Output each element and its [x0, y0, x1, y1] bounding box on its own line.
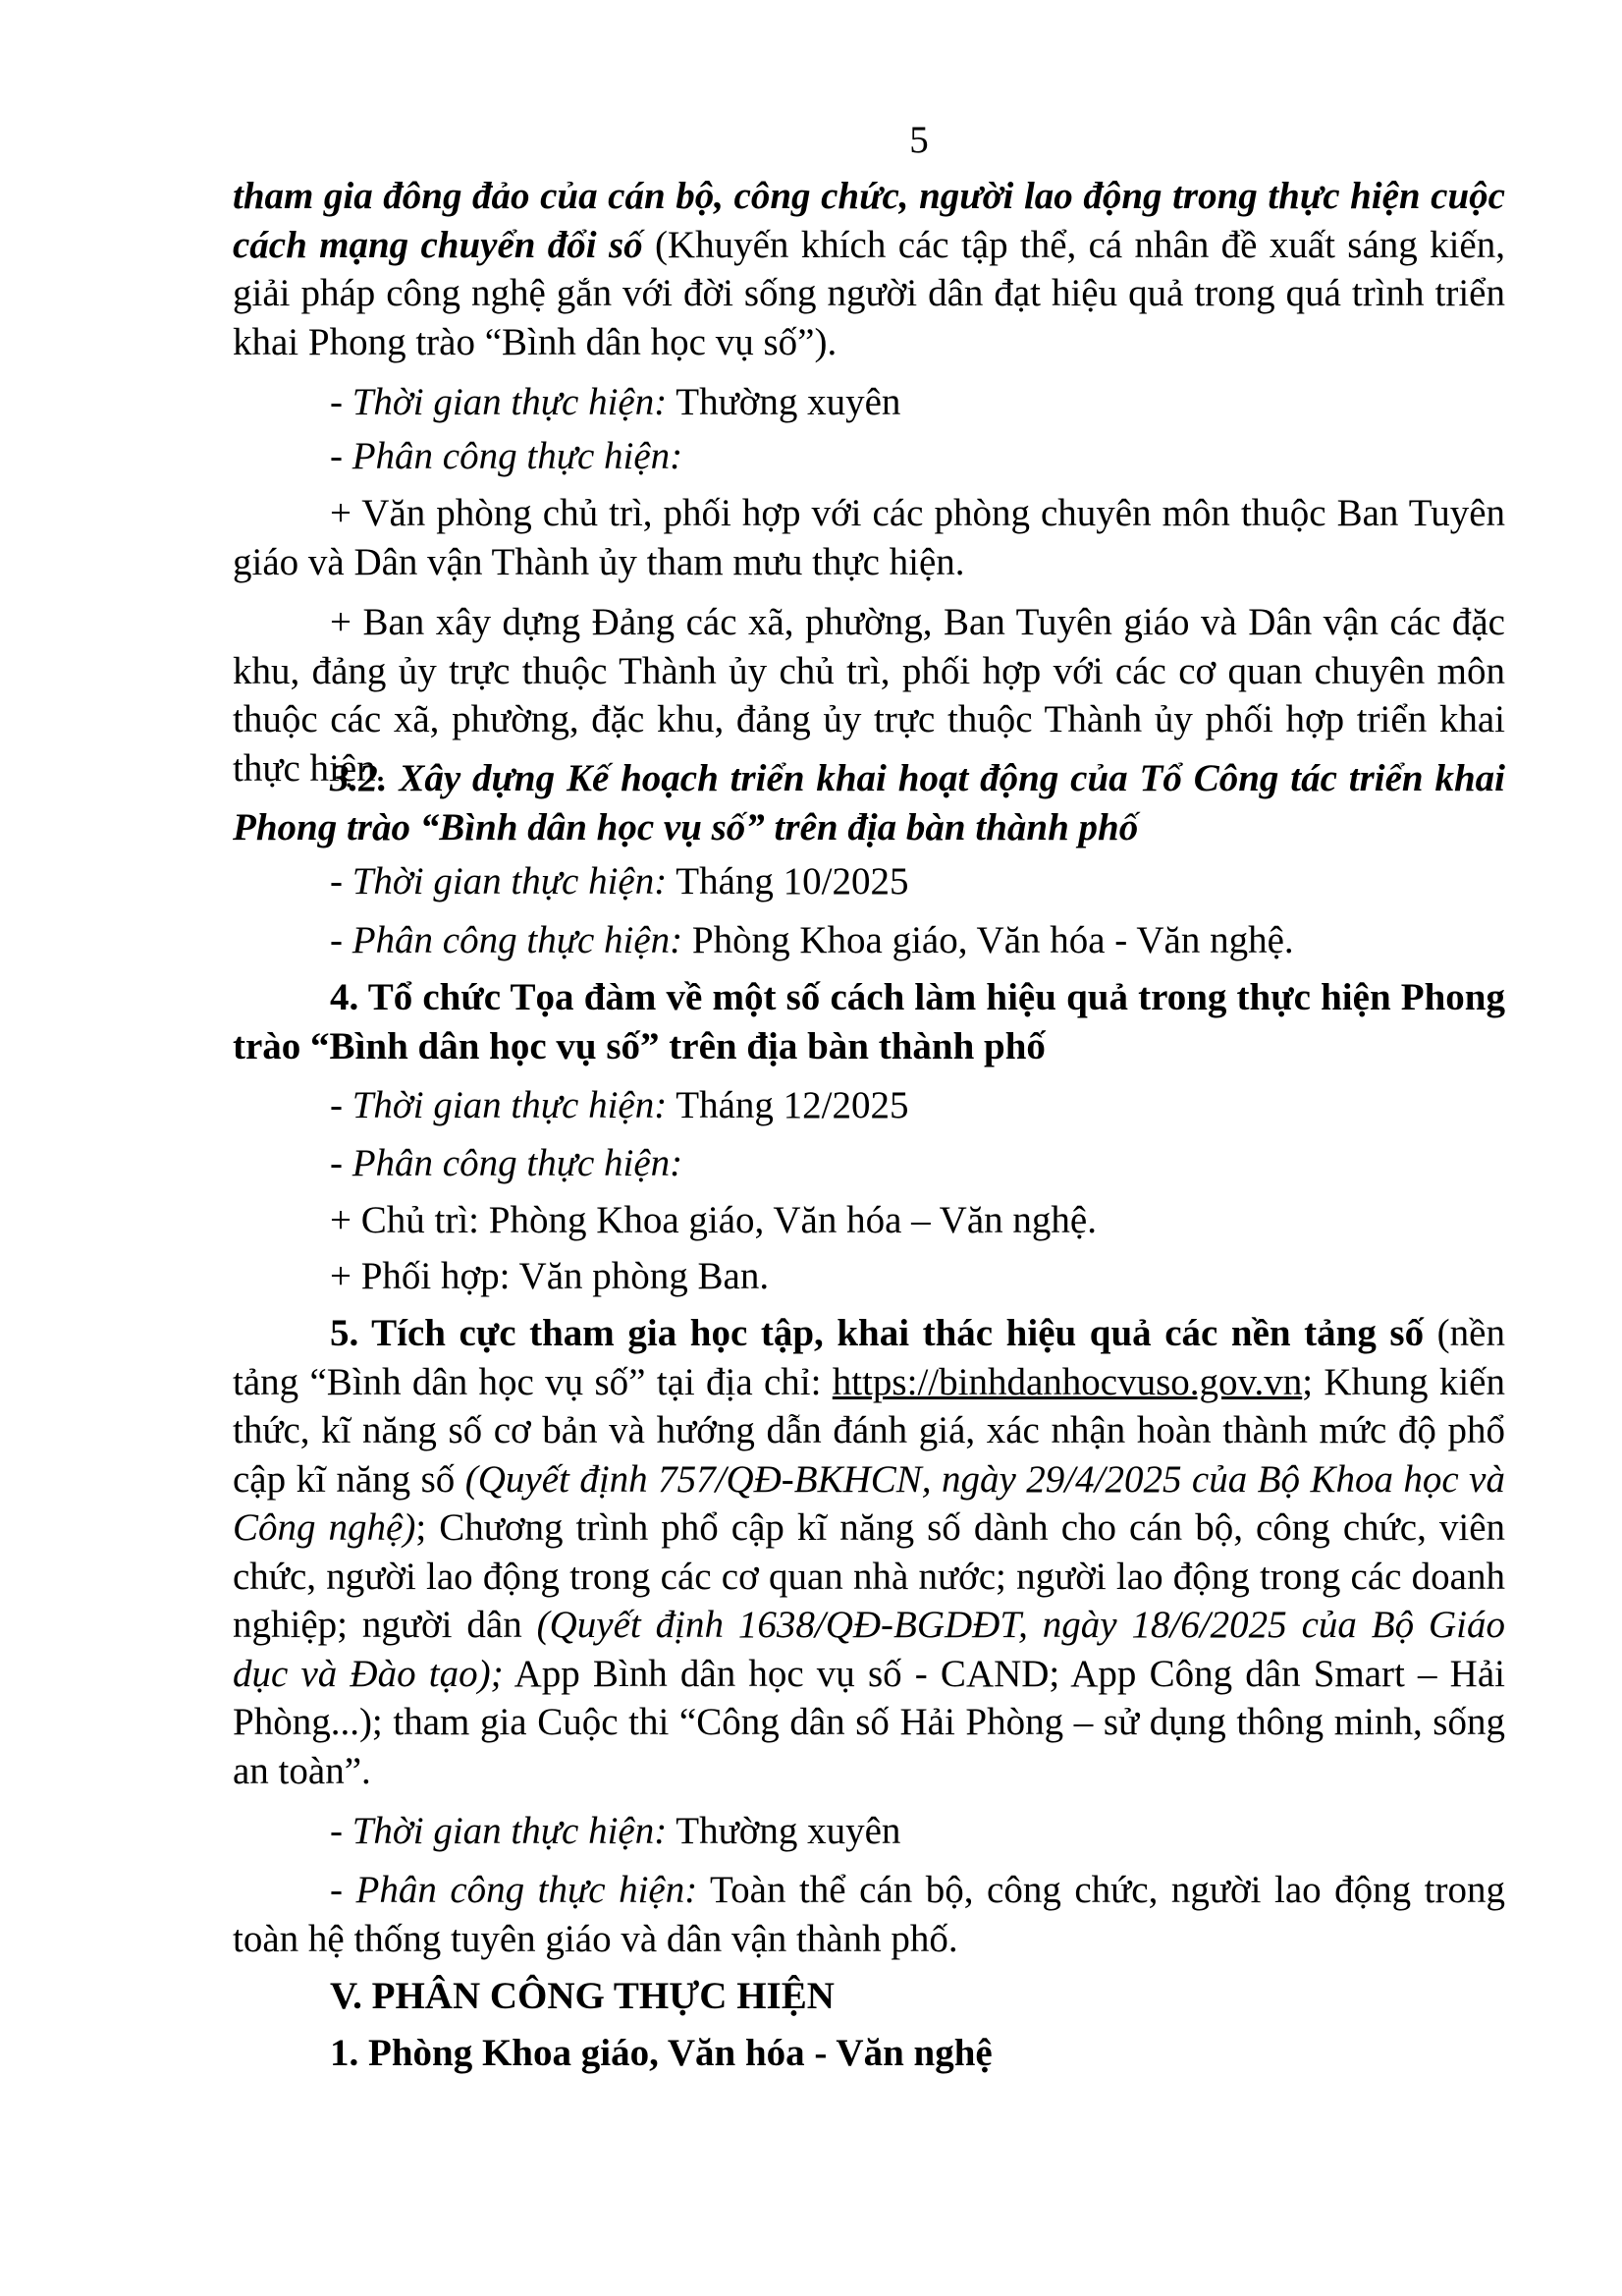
time-line [233, 857, 1505, 906]
paragraph-continuation [233, 172, 1505, 366]
assignment-line [233, 1866, 1505, 1963]
chapter-heading-text: V. PHÂN CÔNG THỰC HIỆN [330, 1975, 835, 2017]
assignment-line [233, 432, 1505, 481]
assignment-label: - Phân công thực hiện: [330, 1142, 683, 1184]
time-line [233, 378, 1505, 427]
page-number: 5 [909, 119, 929, 161]
section-paragraph-5 [233, 1309, 1505, 1795]
assignment-item [233, 1196, 1505, 1245]
emphasis-text: tham gia đông đảo của cán bộ, công chức, người lao động trong thực hiện cuộc cách mạng chuyển đổi số [233, 175, 1505, 266]
citation-text: (Quyết định 1638/QĐ-BGDĐT, ngày 18/6/2025 của Bộ Giáo dục và Đào tạo); [233, 1604, 1506, 1695]
time-value: Thường xuyên [667, 1810, 901, 1852]
assignment-item-text: + Phối hợp: Văn phòng Ban. [330, 1255, 770, 1297]
time-label: - Thời gian thực hiện: [330, 1810, 668, 1852]
time-label: - Thời gian thực hiện: [330, 381, 668, 423]
chapter-heading-v [233, 1972, 1505, 2021]
section-heading-text: 4. Tổ chức Tọa đàm về một số cách làm hiệu quả trong thực hiện Phong trào “Bình dân học vụ số” trên địa bàn thành phố [233, 976, 1505, 1067]
time-label: - Thời gian thực hiện: [330, 860, 668, 902]
assignment-item-text: + Chủ trì: Phòng Khoa giáo, Văn hóa – Văn nghệ. [330, 1199, 1097, 1241]
time-label: - Thời gian thực hiện: [330, 1084, 668, 1126]
time-line [233, 1807, 1505, 1856]
time-value: Tháng 12/2025 [667, 1084, 909, 1126]
body-text: ; Khung kiến thức, kĩ năng số cơ bản và hướng dẫn đánh giá, xác nhận hoàn thành mức độ phổ cập kĩ năng số [233, 1360, 1505, 1501]
section-heading-text: 3.2. Xây dựng Kế hoạch triển khai hoạt động của Tổ Công tác triển khai Phong trào “Bình dân học vụ số” trên địa bàn thành phố [233, 757, 1505, 848]
body-text: (Khuyến khích các tập thể, cá nhân đề xuất sáng kiến, giải pháp công nghệ gắn với đời sống người dân đạt hiệu quả trong quá trình triển khai Phong trào “Bình dân học vụ số”). [233, 223, 1505, 363]
assignment-label: - Phân công thực hiện: [330, 919, 683, 961]
assignment-value: Phòng Khoa giáo, Văn hóa - Văn nghệ. [682, 919, 1294, 961]
assignment-item [233, 489, 1505, 586]
body-text: (nền tảng “Bình dân học vụ số” tại địa chỉ: [233, 1312, 1505, 1403]
assignment-line [233, 916, 1505, 965]
assignment-value: Toàn thể cán bộ, công chức, người lao động trong toàn hệ thống tuyên giáo và dân vận thành phố. [233, 1869, 1505, 1960]
assignment-item-text: + Ban xây dựng Đảng các xã, phường, Ban Tuyên giáo và Dân vận các đặc khu, đảng ủy trực thuộc Thành ủy chủ trì, phối hợp với các cơ quan chuyên môn thuộc các xã, phường, đặc khu, đảng ủy trực thuộc Thành ủy phối hợp triển khai thực hiện. [233, 601, 1505, 790]
assignment-item-text: + Văn phòng chủ trì, phối hợp với các phòng chuyên môn thuộc Ban Tuyên giáo và Dân vận Thành ủy tham mưu thực hiện. [233, 492, 1505, 583]
assignment-line [233, 1139, 1505, 1188]
assignment-label: - Phân công thực hiện: [330, 435, 683, 477]
section-heading-3-2 [233, 754, 1505, 851]
assignment-item [233, 1252, 1505, 1301]
section-heading-text: 5. Tích cực tham gia học tập, khai thác hiệu quả các nền tảng số [330, 1312, 1425, 1354]
time-line [233, 1081, 1505, 1130]
section-heading-4 [233, 973, 1505, 1070]
time-value: Thường xuyên [667, 381, 901, 423]
time-value: Tháng 10/2025 [667, 860, 909, 902]
subheading-1 [233, 2029, 1505, 2078]
subheading-text: 1. Phòng Khoa giáo, Văn hóa - Văn nghệ [330, 2032, 993, 2074]
body-text: App Bình dân học vụ số - CAND; App Công dân Smart – Hải Phòng...); tham gia Cuộc thi “Công dân số Hải Phòng – sử dụng thông minh, sống an toàn”. [233, 1652, 1505, 1792]
platform-link[interactable]: https://binhdanhocvuso.gov.vn [832, 1360, 1303, 1403]
citation-text: (Quyết định 757/QĐ-BKHCN, ngày 29/4/2025 của Bộ Khoa học và Công nghệ) [233, 1457, 1505, 1549]
body-text: ; Chương trình phổ cập kĩ năng số dành cho cán bộ, công chức, viên chức, người lao động trong các cơ quan nhà nước; người lao động trong các doanh nghiệp; người dân [233, 1506, 1506, 1646]
assignment-label: - Phân công thực hiện: [330, 1869, 698, 1911]
